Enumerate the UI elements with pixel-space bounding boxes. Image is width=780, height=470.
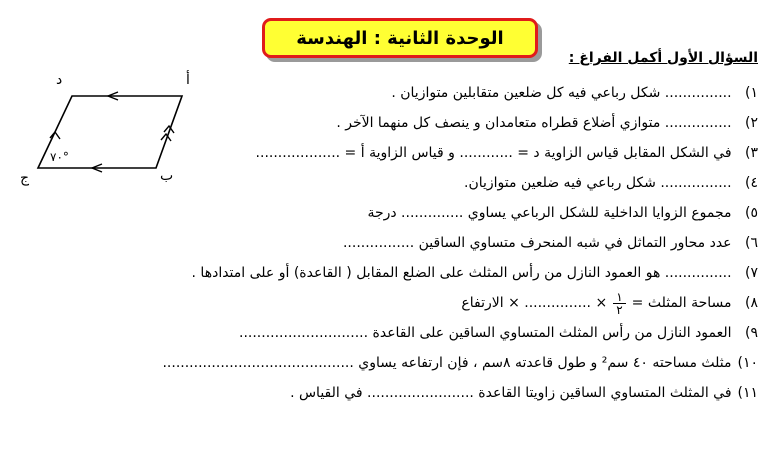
item-text: ................ شكل رباعي فيه ضلعين متوازيان.: [464, 175, 732, 191]
item-number: ٩): [745, 325, 758, 341]
vertex-label-b: ب: [160, 168, 174, 184]
question-heading: السؤال الأول أكمل الفراغ :: [568, 50, 758, 66]
item-number: ١): [745, 85, 758, 101]
item-number: ٨): [745, 295, 758, 311]
item-number: ٣): [745, 145, 758, 161]
item-number: ٤): [745, 175, 758, 191]
item-number: ٥): [745, 205, 758, 221]
angle-label: ٧٠°: [50, 150, 69, 164]
item-number: ١١): [737, 385, 758, 401]
item-text: عدد محاور التماثل في شبه المنحرف متساوي الساقين ................: [342, 235, 732, 251]
item-text-after: × ............... × الارتفاع: [461, 295, 608, 311]
vertex-label-a: أ: [186, 72, 190, 88]
list-item: [18, 198, 758, 228]
list-item: [18, 348, 758, 378]
unit-title-box: [262, 18, 538, 58]
item-text: ............... شكل رباعي فيه كل ضلعين متقابلين متوازيان .: [391, 85, 732, 101]
fraction: [613, 291, 625, 316]
item-text: مجموع الزوايا الداخلية للشكل الرباعي يساوي .............. درجة: [367, 205, 732, 221]
vertex-label-d: د: [56, 72, 63, 88]
item-text: ............... متوازي أضلاع قطراه متعامدان و ينصف كل منهما الآخر .: [336, 115, 732, 131]
item-text: في الشكل المقابل قياس الزاوية د = ............ و قياس الزاوية أ = ...................: [255, 145, 732, 161]
item-text-before: مساحة المثلث =: [631, 295, 732, 311]
fraction-denominator: ٢: [616, 302, 623, 317]
vertex-label-j: ج: [20, 170, 30, 186]
unit-title: الوحدة الثانية : الهندسة: [296, 27, 504, 49]
item-number: ٦): [745, 235, 758, 251]
item-number: ٢): [745, 115, 758, 131]
item-text: ............... هو العمود النازل من رأس المثلث على الضلع المقابل ( القاعدة) أو على امتدادها .: [191, 265, 732, 281]
fraction-numerator: ١: [613, 291, 625, 304]
parallelogram-figure: [14, 72, 204, 190]
item-number: ٧): [745, 265, 758, 281]
list-item: [18, 288, 758, 318]
list-item: [18, 258, 758, 288]
list-item: [18, 228, 758, 258]
list-item: [18, 318, 758, 348]
parallelogram-svg: [14, 80, 204, 190]
list-item: [18, 378, 758, 408]
item-text: مثلث مساحته ٤٠ سم² و طول قاعدته ٨سم ، فإن ارتفاعه يساوي ...........................................: [162, 355, 732, 371]
item-text: العمود النازل من رأس المثلث المتساوي الساقين على القاعدة .............................: [239, 325, 732, 341]
item-text: في المثلث المتساوي الساقين زاويتا القاعدة ........................ في القياس .: [290, 385, 732, 401]
item-number: ١٠): [737, 355, 758, 371]
